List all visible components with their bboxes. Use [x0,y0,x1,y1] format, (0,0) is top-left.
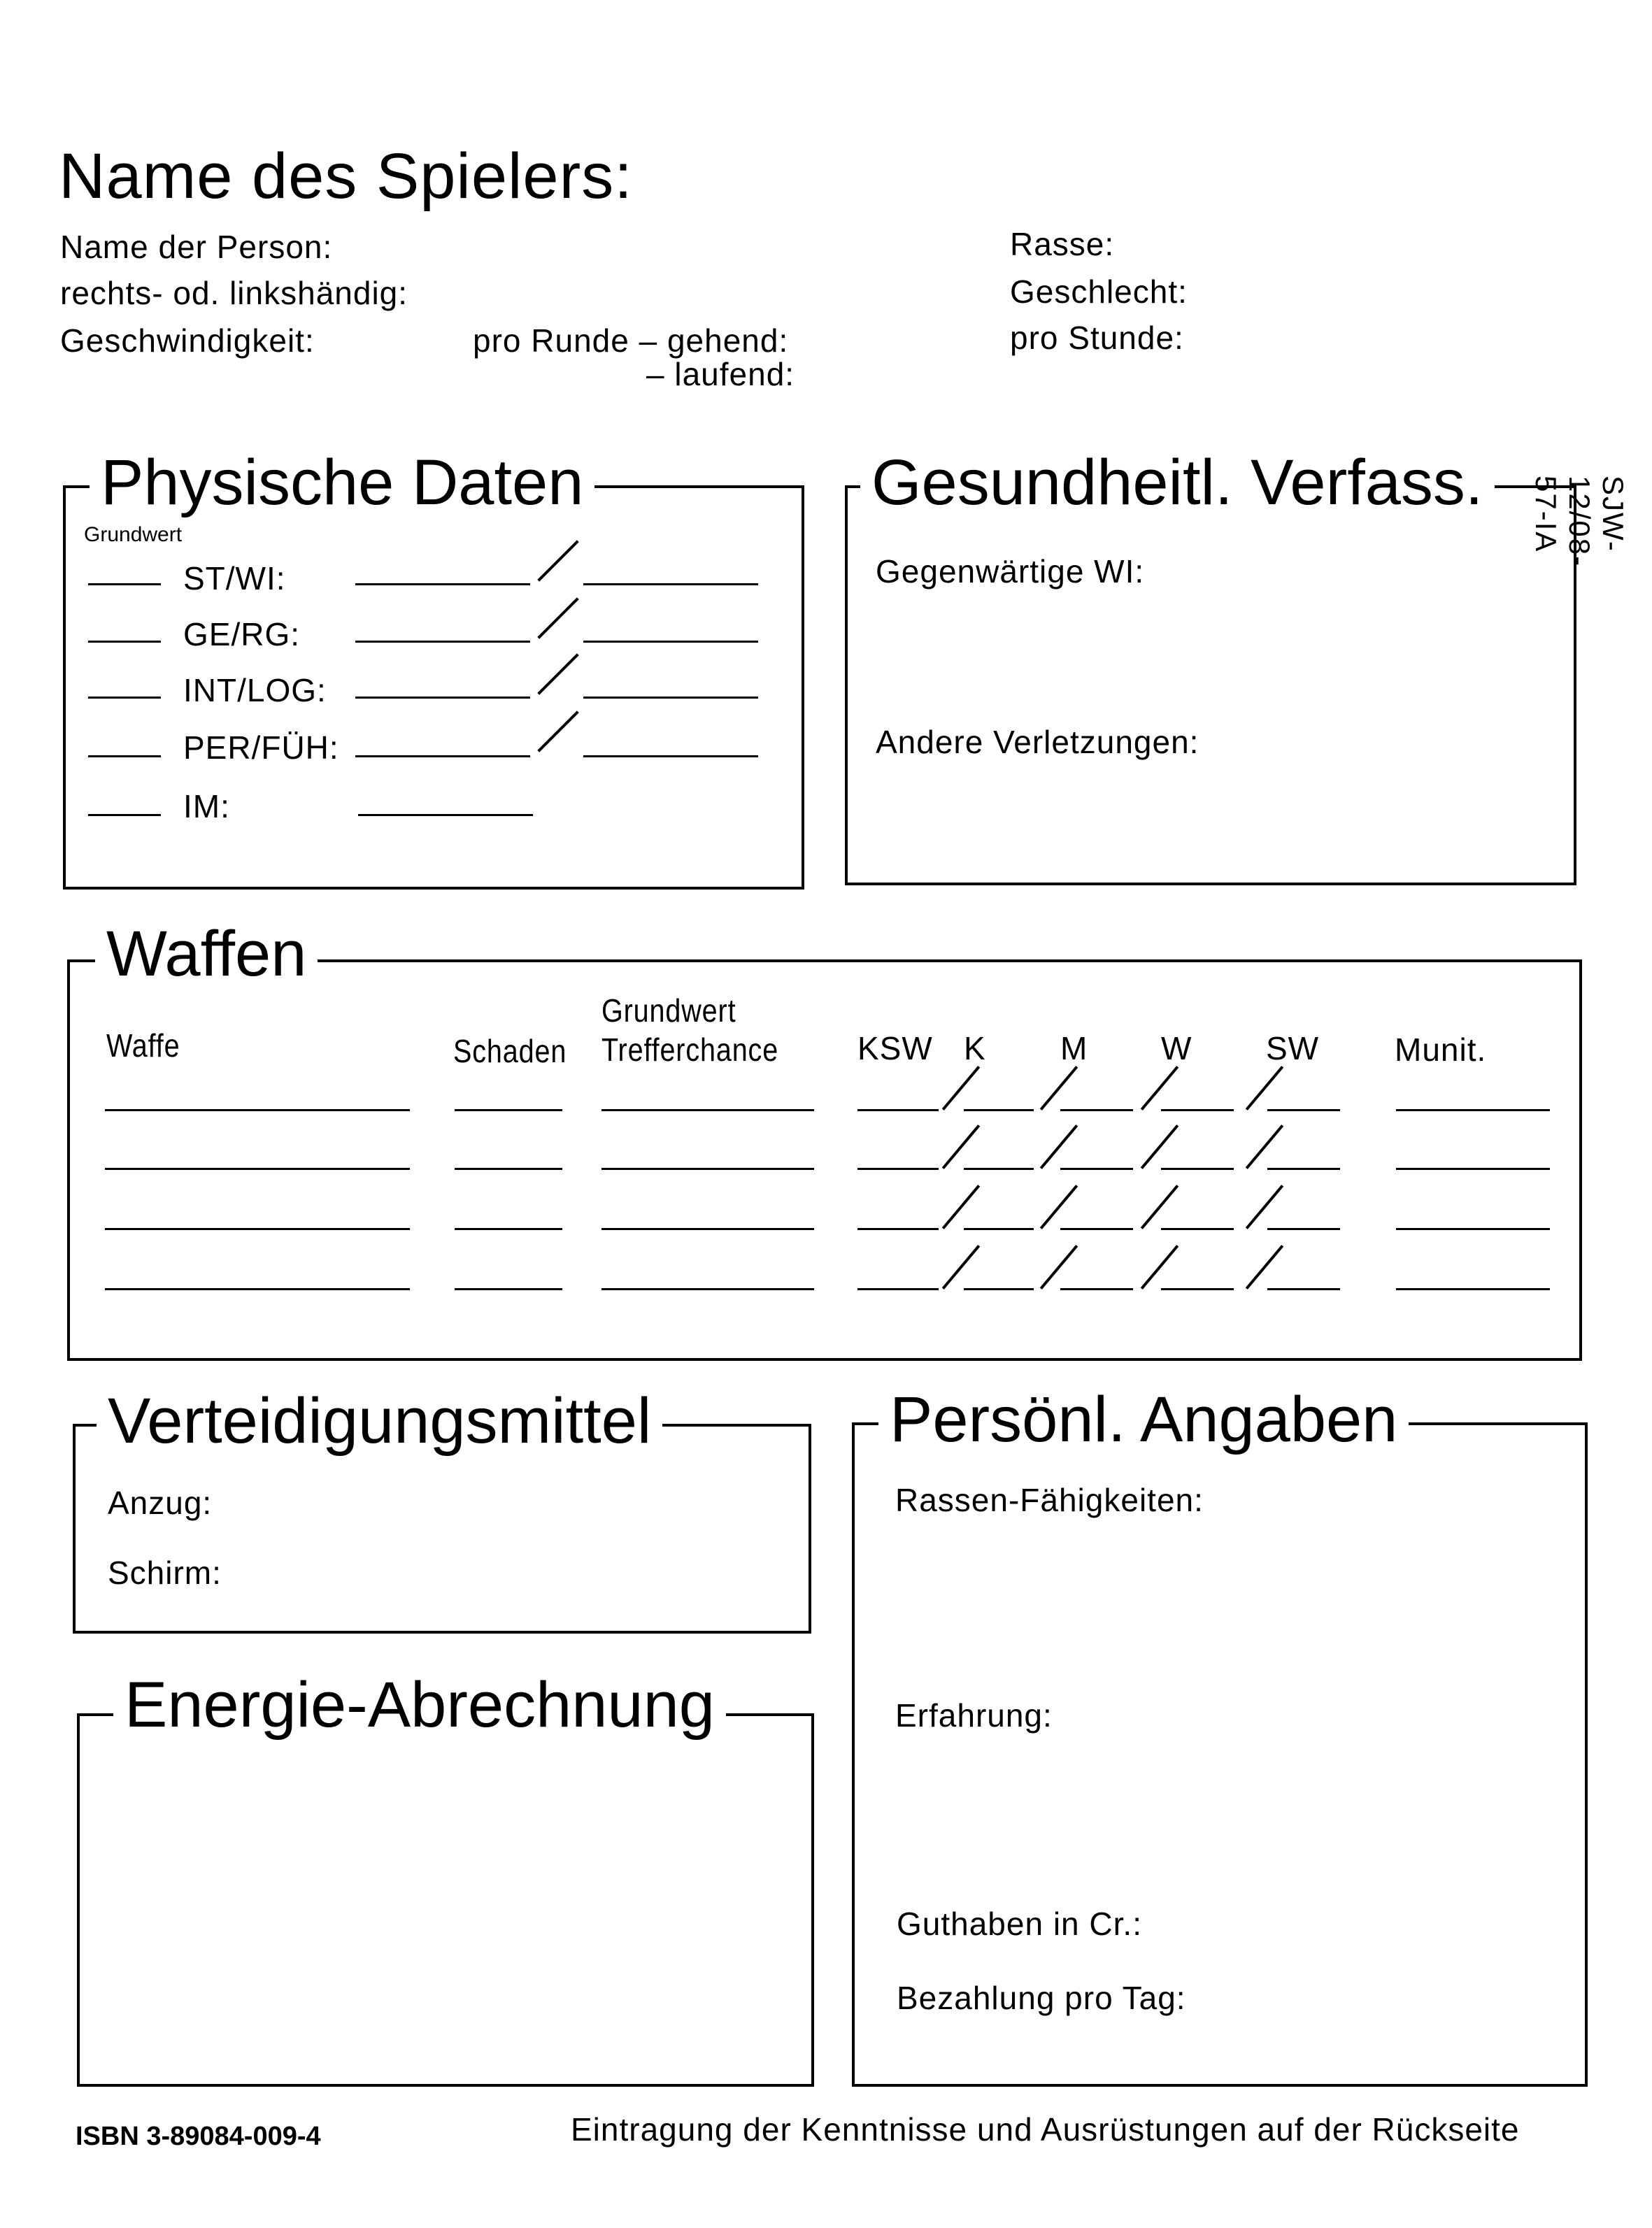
k-field[interactable] [964,1228,1034,1230]
weapons-box [67,959,1582,1361]
base-value-field[interactable] [88,641,161,643]
stat-label: IM: [183,788,230,824]
hit-chance-field[interactable] [601,1168,814,1170]
ammo-field[interactable] [1396,1288,1550,1290]
per-hour-label: pro Stunde: [1010,320,1184,356]
base-value-field[interactable] [88,583,161,585]
person-name-label: Name der Person: [60,229,333,265]
personal-title: Persönl. Angaben [878,1387,1409,1452]
energy-title: Energie-Abrechnung [113,1673,726,1737]
w-field[interactable] [1161,1228,1234,1230]
current-wi-label: Gegenwärtige WI: [876,553,1145,590]
current-value-field[interactable] [355,697,530,699]
sex-label: Geschlecht: [1010,273,1188,310]
col-m-header: M [1060,1030,1088,1066]
suit-label: Anzug: [108,1485,213,1521]
daily-pay-label: Bezahlung pro Tag: [897,1980,1186,2016]
damage-field[interactable] [455,1288,562,1290]
hit-chance-field[interactable] [601,1228,814,1230]
base-value-field[interactable] [88,814,161,816]
damage-field[interactable] [455,1168,562,1170]
isbn-text: ISBN 3-89084-009-4 [76,2122,321,2151]
base-value-field[interactable] [88,755,161,757]
footer-note: Eintragung der Kenntnisse und Ausrüstungen auf der Rückseite [571,2111,1520,2148]
ksw-field[interactable] [857,1168,939,1170]
current-value-field[interactable] [355,641,530,643]
stat-label: GE/RG: [183,616,301,652]
current-value-field[interactable] [355,755,530,757]
race-abilities-label: Rassen-Fähigkeiten: [895,1482,1204,1518]
weapon-field[interactable] [105,1168,410,1170]
sw-field[interactable] [1267,1228,1340,1230]
max-value-field[interactable] [583,641,758,643]
weapon-field[interactable] [105,1228,410,1230]
race-label: Rasse: [1010,226,1115,262]
damage-field[interactable] [455,1228,562,1230]
energy-box [77,1713,814,2087]
max-value-field[interactable] [583,583,758,585]
col-w-header: W [1161,1030,1192,1066]
ksw-field[interactable] [857,1228,939,1230]
sw-field[interactable] [1267,1109,1340,1111]
sw-field[interactable] [1267,1288,1340,1290]
m-field[interactable] [1060,1109,1133,1111]
weapons-title: Waffen [95,922,318,986]
defense-title: Verteidigungsmittel [97,1389,662,1453]
k-field[interactable] [964,1109,1034,1111]
col-weapon-header: Waffe [106,1027,180,1064]
hit-chance-field[interactable] [601,1288,814,1290]
weapon-field[interactable] [105,1109,410,1111]
m-field[interactable] [1060,1228,1133,1230]
per-round-running-label: – laufend: [646,356,795,392]
speed-label: Geschwindigkeit: [60,322,315,359]
col-damage-header: Schaden [453,1033,567,1069]
ksw-field[interactable] [857,1288,939,1290]
current-value-field[interactable] [355,583,530,585]
col-ksw-header: KSW [857,1030,933,1066]
ksw-field[interactable] [857,1109,939,1111]
weapon-field[interactable] [105,1288,410,1290]
w-field[interactable] [1161,1168,1234,1170]
m-field[interactable] [1060,1168,1133,1170]
col-sw-header: SW [1266,1030,1320,1066]
handedness-label: rechts- od. linkshändig: [60,275,408,311]
current-value-field[interactable] [358,814,533,816]
hit-chance-field[interactable] [601,1109,814,1111]
k-field[interactable] [964,1288,1034,1290]
sw-field[interactable] [1267,1168,1340,1170]
side-code: SJW-12/08-57-IA [1530,476,1630,568]
experience-label: Erfahrung: [895,1697,1053,1734]
health-title: Gesundheitl. Verfass. [860,450,1495,515]
w-field[interactable] [1161,1109,1234,1111]
max-value-field[interactable] [583,697,758,699]
per-round-walking-label: pro Runde – gehend: [473,322,789,359]
m-field[interactable] [1060,1288,1133,1290]
col-base-header: Grundwert [601,992,736,1029]
damage-field[interactable] [455,1109,562,1111]
col-hit-chance-header: Trefferchance [601,1031,779,1068]
base-value-label: Grundwert [84,523,183,546]
base-value-field[interactable] [88,697,161,699]
stat-label: INT/LOG: [183,672,327,708]
player-name-title: Name des Spielers: [59,141,633,212]
stat-label: PER/FÜH: [183,729,339,766]
ammo-field[interactable] [1396,1228,1550,1230]
ammo-field[interactable] [1396,1168,1550,1170]
w-field[interactable] [1161,1288,1234,1290]
col-k-header: K [964,1030,986,1066]
col-ammo-header: Munit. [1395,1031,1487,1068]
max-value-field[interactable] [583,755,758,757]
credit-label: Guthaben in Cr.: [897,1906,1142,1942]
health-box [845,485,1576,885]
stat-label: ST/WI: [183,560,286,597]
physical-data-title: Physische Daten [90,450,594,515]
shield-label: Schirm: [108,1555,222,1591]
other-injuries-label: Andere Verletzungen: [876,724,1199,760]
ammo-field[interactable] [1396,1109,1550,1111]
k-field[interactable] [964,1168,1034,1170]
